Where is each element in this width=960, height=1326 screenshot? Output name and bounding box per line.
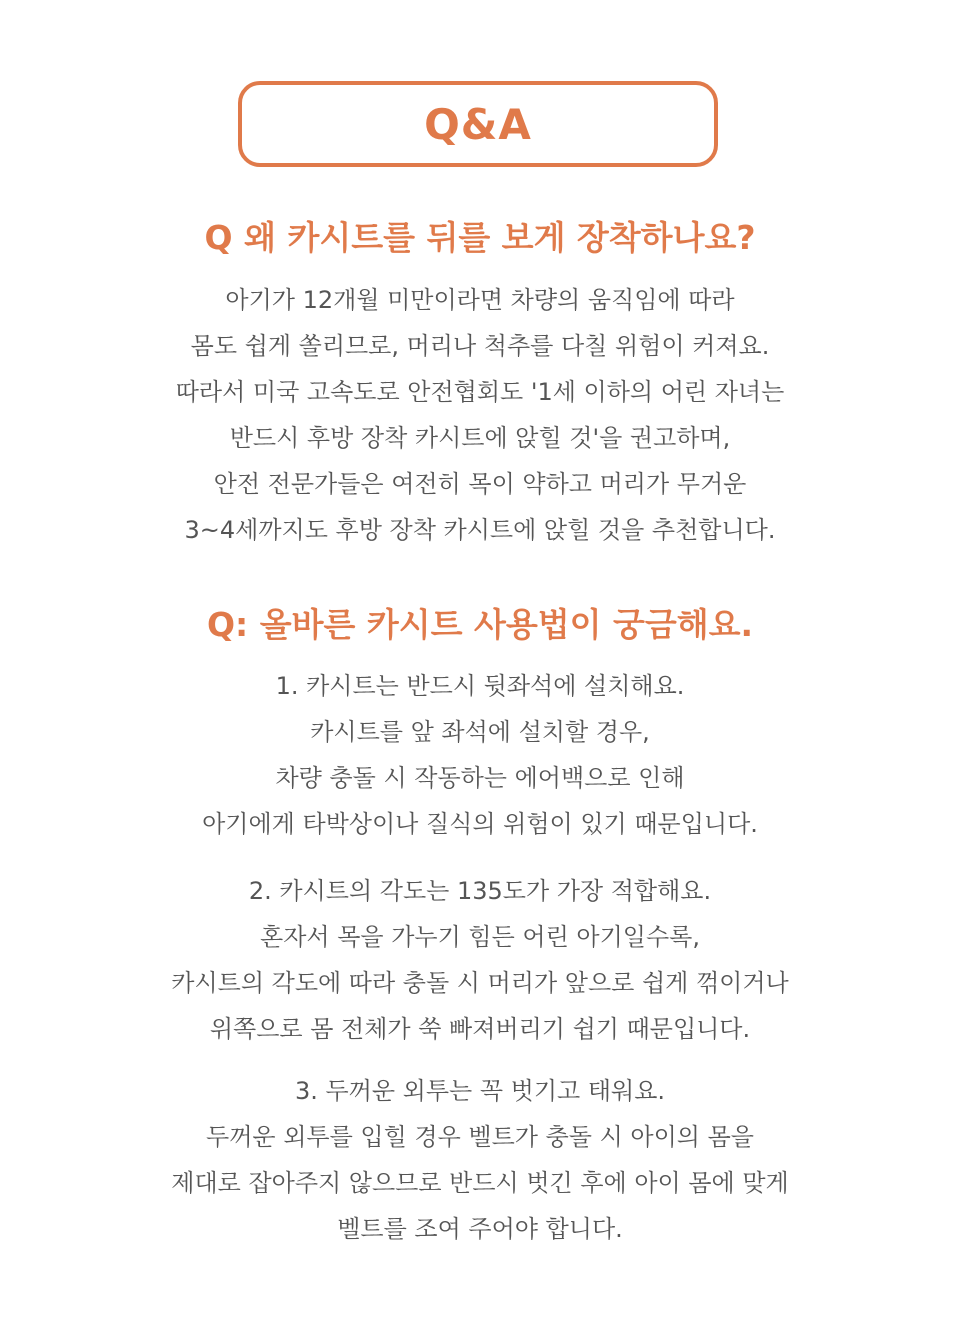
answer-line: 벨트를 조여 주어야 합니다.: [337, 1215, 623, 1243]
answer-line: 아기가 12개월 미만이라면 차량의 움직임에 따라: [225, 286, 735, 314]
answer-line: 반드시 후방 장착 카시트에 앉힐 것'을 권고하며,: [229, 424, 731, 452]
answer-item-2: [0, 868, 960, 1052]
answer-block-1: [0, 277, 960, 553]
answer-item-3: [0, 1068, 960, 1252]
answer-line: 따라서 미국 고속도로 안전협회도 '1세 이하의 어린 자녀는: [175, 378, 785, 406]
answer-line: 위쪽으로 몸 전체가 쑥 빠져버리기 쉽기 때문입니다.: [209, 1015, 751, 1043]
answer-line: 카시트를 앞 좌석에 설치할 경우,: [310, 718, 650, 746]
answer-line: 두꺼운 외투를 입힐 경우 벨트가 충돌 시 아이의 몸을: [206, 1123, 754, 1151]
answer-line: 몸도 쉽게 쏠리므로, 머리나 척추를 다칠 위험이 커져요.: [190, 332, 770, 360]
answer-item-1: [0, 663, 960, 847]
answer-line: 제대로 잡아주지 않으므로 반드시 벗긴 후에 아이 몸에 맞게: [171, 1169, 789, 1197]
answer-line: 혼자서 목을 가누기 힘든 어린 아기일수록,: [260, 923, 700, 951]
answer-line: 1. 카시트는 반드시 뒷좌석에 설치해요.: [275, 672, 685, 700]
answer-line: 카시트의 각도에 따라 충돌 시 머리가 앞으로 쉽게 꺾이거나: [171, 969, 789, 997]
qa-header-badge: [238, 81, 718, 167]
answer-line: 아기에게 타박상이나 질식의 위험이 있기 때문입니다.: [202, 810, 758, 838]
question-title-2: Q: 올바른 카시트 사용법이 궁금해요.: [206, 605, 754, 644]
question-title-1: Q 왜 카시트를 뒤를 보게 장착하나요?: [204, 218, 756, 257]
answer-line: 차량 충돌 시 작동하는 에어백으로 인해: [275, 764, 685, 792]
answer-line: 3~4세까지도 후방 장착 카시트에 앉힐 것을 추천합니다.: [184, 516, 776, 544]
answer-line: 3. 두꺼운 외투는 꼭 벗기고 태워요.: [294, 1077, 666, 1105]
answer-line: 2. 카시트의 각도는 135도가 가장 적합해요.: [248, 877, 712, 905]
qa-header-title: Q&A: [424, 99, 532, 149]
answer-line: 안전 전문가들은 여전히 목이 약하고 머리가 무거운: [213, 470, 747, 498]
